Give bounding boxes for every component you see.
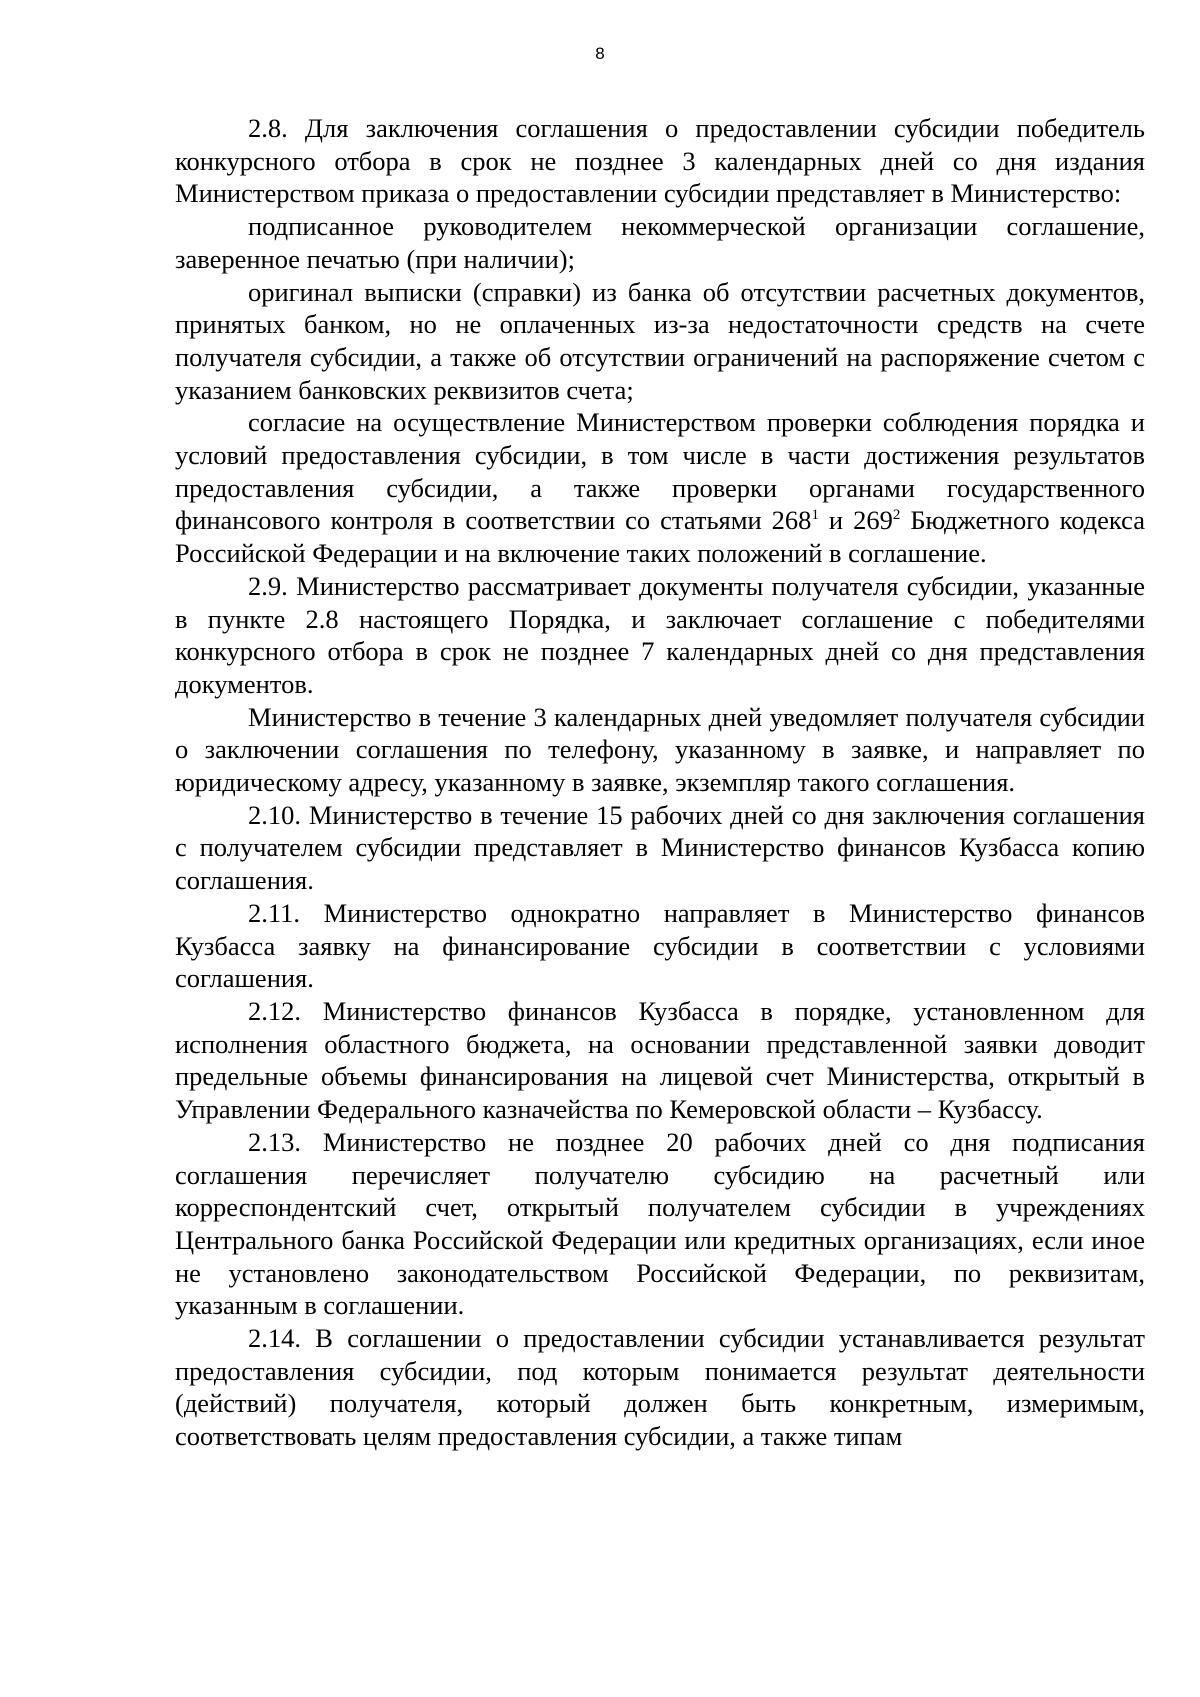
footnote-superscript: 1 (811, 507, 819, 524)
paragraph (175, 1322, 1145, 1453)
paragraph-text: 2.12. Министерство финансов Кузбасса в порядке, установленном для исполнения областного бюджета, на основании представленной заявки доводит предельные объемы финансирования на лицевой счет Министерства, открытый в Управлении Федерального казначейства по Кемеровской области – Кузбассу. (175, 995, 1145, 1125)
page-number: 8 (595, 44, 605, 63)
paragraph (175, 799, 1145, 897)
paragraph (175, 701, 1145, 799)
paragraph-text: и 269 (818, 505, 893, 536)
paragraph (175, 570, 1145, 701)
paragraph (175, 112, 1145, 210)
document-body (175, 112, 1145, 1453)
paragraph (175, 406, 1145, 570)
paragraph-text: 2.11. Министерство однократно направляет в Министерство финансов Кузбасса заявку на финансирование субсидии в соответствии с условиями соглашения. (175, 897, 1145, 994)
paragraph-text: Бюджетного кодекса Российской Федерации и на включение таких положений в соглашение. (175, 505, 1145, 569)
paragraph (175, 276, 1145, 407)
paragraph (175, 897, 1145, 995)
paragraph (175, 1126, 1145, 1322)
paragraph-text: подписанное руководителем некоммерческой организации соглашение, заверенное печатью (при наличии); (175, 211, 1145, 274)
paragraph-text: 2.13. Министерство не позднее 20 рабочих дней со дня подписания соглашения перечисляет получателю субсидию на расчетный или корреспондентский счет, открытый получателем субсидии в учреждениях Центрального банка Российской Федерации или кредитных организациях, если иное не установлено законодательством Российской Федерации, по реквизитам, указанным в соглашении. (175, 1126, 1145, 1321)
paragraph-text: согласие на осуществление Министерством проверки соблюдения порядка и условий предоставления субсидии, в том числе в части достижения результатов предоставления субсидии, а также проверки органами государственного финансового контроля в соответствии со статьями 268 (175, 407, 1145, 536)
paragraph-text: 2.8. Для заключения соглашения о предоставлении субсидии победитель конкурсного отбора в срок не позднее 3 календарных дней со дня издания Министерством приказа о предоставлении субсидии представляет в Министерство: (175, 113, 1145, 209)
paragraph-text: оригинал выписки (справки) из банка об отсутствии расчетных документов, принятых банком, но не оплаченных из-за недостаточности средств на счете получателя субсидии, а также об отсутствии ограничений на распоряжение счетом с указанием банковских реквизитов счета; (175, 276, 1145, 405)
paragraph-text: Министерство в течение 3 календарных дней уведомляет получателя субсидии о заключении соглашения по телефону, указанному в заявке, и направляет по юридическому адресу, указанному в заявке, экземпляр такого соглашения. (175, 701, 1145, 798)
paragraph-text: 2.14. В соглашении о предоставлении субсидии устанавливается результат предоставления субсидии, под которым понимается результат деятельности (действий) получателя, который должен быть конкретным, измеримым, соответствовать целям предоставления субсидии, а также типам (175, 1323, 1145, 1452)
paragraph-text: 2.9. Министерство рассматривает документы получателя субсидии, указанные в пункте 2.8 настоящего Порядка, и заключает соглашение с победителями конкурсного отбора в срок не позднее 7 календарных дней со дня представления документов. (175, 570, 1145, 699)
paragraph-text: 2.10. Министерство в течение 15 рабочих дней со дня заключения соглашения с получателем субсидии представляет в Министерство финансов Кузбасса копию соглашения. (175, 799, 1145, 896)
paragraph (175, 995, 1145, 1126)
paragraph (175, 210, 1145, 275)
footnote-superscript: 2 (892, 507, 901, 524)
